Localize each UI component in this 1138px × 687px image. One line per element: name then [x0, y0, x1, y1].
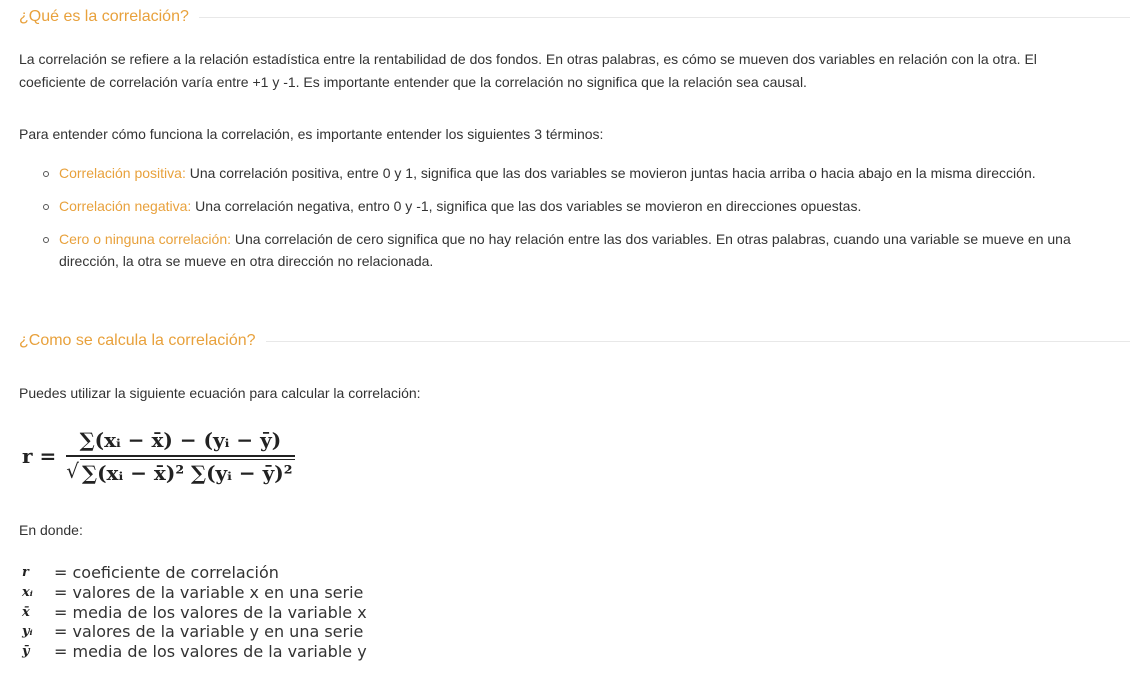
list-item	[19, 228, 1119, 272]
heading-divider	[199, 17, 1130, 18]
section-title: ¿Como se calcula la correlación?	[19, 332, 256, 349]
legend-symbol: r	[22, 565, 29, 580]
legend-row	[22, 563, 367, 583]
formula-fraction	[66, 428, 294, 485]
term-text: Una correlación positiva, entre 0 y 1, significa que las dos variables se movieron juntas hacia arriba o hacia abajo en la misma dirección.	[185, 165, 1036, 181]
term-name: Cero o ninguna correlación:	[59, 231, 231, 247]
correlation-formula	[22, 428, 295, 485]
section-heading-how-to-calc	[19, 330, 1130, 352]
where-label: En donde:	[19, 522, 83, 538]
symbol-legend	[22, 563, 367, 662]
list-item	[19, 195, 1119, 217]
term-text: Una correlación negativa, entro 0 y -1, significa que las dos variables se movieron en direcciones opuestas.	[191, 198, 862, 214]
intro-paragraph: La correlación se refiere a la relación estadística entre la rentabilidad de dos fondos. En otras palabras, es cómo se mueven dos variables en relación con la otra. El coeficiente de correlación varía entre +1 y -1. Es importante entender que la correlación no significa que la relación sea causal.	[19, 51, 1037, 90]
term-name: Correlación negativa:	[59, 198, 192, 214]
heading-divider	[266, 341, 1130, 342]
formula-intro-paragraph: Puedes utilizar la siguiente ecuación para calcular la correlación:	[19, 385, 421, 401]
legend-desc: = valores de la variable y en una serie	[54, 622, 364, 642]
terms-intro-paragraph: Para entender cómo funciona la correlación, es importante entender los siguientes 3 términos:	[19, 126, 604, 142]
square-root-icon: √	[66, 458, 80, 483]
section-title: ¿Qué es la correlación?	[19, 8, 189, 25]
formula-denominator: ∑(xᵢ − x̄)² ∑(yᵢ − ȳ)²	[82, 460, 293, 485]
legend-desc: = media de los valores de la variable y	[54, 642, 367, 662]
legend-symbol: yᵢ	[22, 624, 33, 640]
legend-row	[22, 642, 367, 662]
legend-symbol: x̄	[22, 604, 30, 620]
formula-denominator-wrap	[66, 457, 294, 485]
legend-row	[22, 622, 367, 642]
formula-lhs: r =	[22, 444, 57, 469]
legend-symbol: ȳ	[22, 644, 30, 660]
term-text: Una correlación de cero significa que no hay relación entre las dos variables. En otras palabras, cuando una variable se mueve en una dirección, la otra se mueve en otra dirección no relacionada.	[59, 231, 1071, 269]
section-heading-what-is	[19, 6, 1130, 28]
formula-numerator: ∑(xᵢ − x̄) − (yᵢ − ȳ)	[79, 428, 282, 452]
legend-desc: = media de los valores de la variable x	[54, 602, 367, 622]
legend-desc: = valores de la variable x en una serie	[54, 582, 364, 602]
legend-row	[22, 583, 367, 603]
terms-list	[19, 162, 1119, 283]
term-name: Correlación positiva:	[59, 165, 186, 181]
list-item	[19, 162, 1119, 184]
legend-symbol: xᵢ	[22, 584, 33, 600]
legend-desc: = coeficiente de correlación	[54, 563, 279, 582]
legend-row	[22, 603, 367, 623]
